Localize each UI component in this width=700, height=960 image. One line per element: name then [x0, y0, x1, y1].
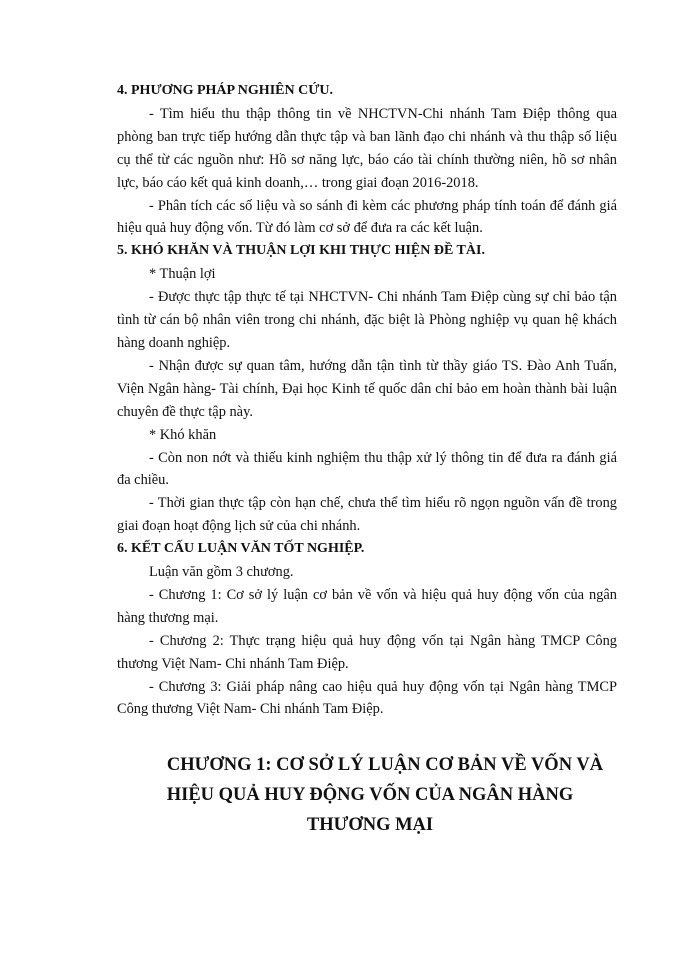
section-4-heading: 4. PHƯƠNG PHÁP NGHIÊN CỨU. — [117, 83, 333, 98]
chapter-summary: - Chương 3: Giải pháp nâng cao hiệu quả huy động vốn tại Ngân hàng TMCP Công thương Việt Nam- Chi nhánh Tam Điệp. — [117, 678, 617, 718]
chapter-title-line-3: THƯƠNG MẠI — [306, 815, 434, 835]
chapter-title-line-2: HIỆU QUẢ HUY ĐỘNG VỐN CỦA NGÂN HÀNG — [166, 785, 574, 805]
difficulties-label: * Khó khăn — [149, 426, 217, 443]
section-4-paragraph: - Tìm hiểu thu thập thông tin về NHCTVN-Chi nhánh Tam Điệp thông qua phòng ban trực tiếp hướng dẫn thực tập và ban lãnh đạo chi nhánh và thu thập số liệu cụ thể từ các nguồn như: Hồ sơ năng lực, báo cáo tài chính thường niên, hồ sơ nhân lực, báo cáo kết quả kinh doanh,… trong giai đoạn 2016-2018. — [117, 105, 617, 191]
advantages-label: * Thuận lợi — [149, 266, 216, 283]
chapter-title — [120, 750, 620, 840]
section-6-heading: 6. KẾT CẤU LUẬN VĂN TỐT NGHIỆP. — [117, 541, 365, 557]
chapter-title-line-1: CHƯƠNG 1: CƠ SỞ LÝ LUẬN CƠ BẢN VỀ VỐN VÀ — [166, 755, 604, 775]
difficulty-paragraph: - Còn non nớt và thiếu kinh nghiệm thu thập xử lý thông tin để đưa ra đánh giá đa chiều. — [117, 449, 617, 489]
section-5-heading: 5. KHÓ KHĂN VÀ THUẬN LỢI KHI THỰC HIỆN ĐỀ TÀI. — [117, 243, 485, 259]
difficulty-paragraph: - Thời gian thực tập còn hạn chế, chưa thể tìm hiểu rõ ngọn nguồn vấn đề trong giai đoạn hoạt động lịch sử của chi nhánh. — [117, 495, 617, 535]
document-body — [117, 80, 617, 721]
chapter-summary: - Chương 1: Cơ sở lý luận cơ bản về vốn và hiệu quả huy động vốn của ngân hàng thương mại. — [117, 586, 617, 626]
advantage-paragraph: - Nhận được sự quan tâm, hướng dẫn tận tình từ thầy giáo TS. Đào Anh Tuấn, Viện Ngân hàng- Tài chính, Đại học Kinh tế quốc dân chỉ bảo em hoàn thành bài luận chuyên đề thực tập này. — [117, 357, 617, 420]
structure-intro: Luận văn gồm 3 chương. — [149, 564, 294, 581]
advantage-paragraph: - Được thực tập thực tế tại NHCTVN- Chi nhánh Tam Điệp cùng sự chỉ bảo tận tình từ cán bộ nhân viên trong chi nhánh, đặc biệt là Phòng nghiệp vụ quan hệ khách hàng doanh nghiệp. — [117, 289, 617, 351]
section-4-paragraph: - Phân tích các số liệu và so sánh đi kèm các phương pháp tính toán để đánh giá hiệu quả huy động vốn. Từ đó làm cơ sở để đưa ra các kết luận. — [117, 197, 617, 237]
chapter-summary: - Chương 2: Thực trạng hiệu quả huy động vốn tại Ngân hàng TMCP Công thương Việt Nam- Chi nhánh Tam Điệp. — [117, 632, 617, 672]
